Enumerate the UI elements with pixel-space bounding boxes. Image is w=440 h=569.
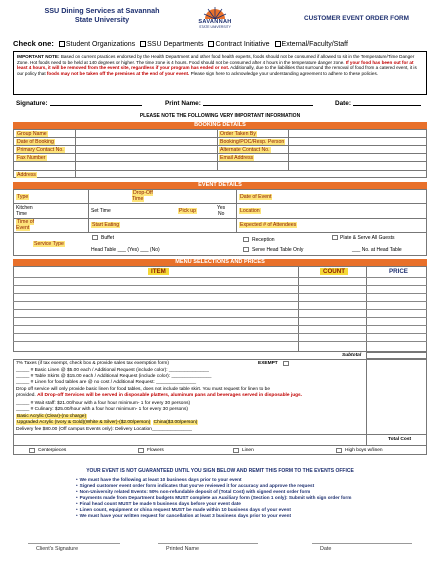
food-table-linen-line: _____ # Linen for food tables are @ no cost / Additional Request: _______________	[16, 380, 197, 385]
pick-up-label: Pick up	[179, 208, 197, 214]
alternate-contact-label: Alternate Contact No.	[220, 147, 270, 153]
form-header	[13, 6, 427, 36]
buffet-label: Buffet	[101, 235, 114, 241]
set-time-label: Set Time	[91, 208, 111, 214]
serve-head-table-label: Serve Head Table Only	[252, 247, 304, 253]
client-signature-label: Client's Signature	[36, 546, 79, 552]
event-details-grid	[13, 189, 427, 256]
buffet-checkbox[interactable]	[92, 235, 98, 240]
option-external-faculty-staff[interactable]: External/Faculty/Staff	[275, 41, 348, 48]
notice-red-1: If your food has been out for at least 4 hours, it will be removed from the event site, regardless if your program has ended or not.	[17, 59, 414, 71]
menu-row[interactable]	[13, 325, 427, 326]
policy-bullet: • Signed customer event order form indicates that you've reviewed it for accuracy and approve the request	[76, 483, 351, 489]
email-address-label: Email Address	[220, 155, 254, 161]
menu-selections-bar: MENU SELECTIONS AND PRICES	[13, 259, 427, 266]
drop-off-note-2: provided. All Drop-off Services will be served in disposable platters, aluminum pans and beverages served in disposable jugs.	[16, 393, 303, 398]
menu-row[interactable]	[13, 333, 427, 334]
no-at-head-table-label: ___ No. at Head Table	[352, 247, 402, 253]
policy-bullet: • Payments made from Department budgets MUST complete an Auxiliary form (Section 1 only): Submit with sign order form	[76, 495, 351, 501]
option-ssu-departments[interactable]: SSU Departments	[140, 41, 203, 48]
exempt-label: EXEMPT	[258, 361, 278, 366]
print-name-field[interactable]: Print Name:	[165, 100, 313, 107]
footer-date-label: Date	[320, 546, 332, 552]
policy-bullet: • We must have your written request for cancellation at least 3 business days prior to your event	[76, 513, 351, 519]
policy-bullet: • Linen count, equipment or china request MUST be made within 10 business days of your event	[76, 507, 351, 513]
org-line-1: SSU Dining Services at Savannah	[44, 6, 160, 15]
linen-label: Linen	[242, 448, 254, 453]
date-of-booking-label: Date of Booking	[17, 139, 54, 145]
high-boys-label: High boys w/linen	[345, 448, 383, 453]
notice-red-2: foods may not be taken off the premises at the end of your event.	[46, 70, 190, 76]
subtotal-label: Subtotal	[342, 353, 362, 358]
flowers-checkbox[interactable]	[138, 448, 144, 453]
centerpieces-label: Centerpieces	[38, 448, 67, 453]
policy-bullet-list	[76, 477, 351, 519]
basic-linen-line: _____ # Basic Linen @ $5.00 each / Additional Request (include color): _______________	[16, 368, 209, 373]
flowers-label: Flowers	[147, 448, 164, 453]
exempt-checkbox[interactable]	[283, 361, 289, 366]
wait-staff-line: _____ # Wait staff: $21.00/hour with a four hour minimum- 1 for every 30 persons)	[16, 401, 191, 406]
option-student-organizations[interactable]: Student Organizations	[59, 41, 135, 48]
expected-attendees-label: Expected # of Attendees	[240, 222, 297, 228]
signature-line[interactable]	[50, 100, 142, 106]
table-skirts-line: _____ # Table Skirts @ $15.00 each / Additional Request (include color): _______________	[16, 374, 212, 379]
linen-checkbox[interactable]	[233, 448, 239, 453]
policy-bullet: • Final head count MUST be made 5 business days before your event date	[76, 501, 351, 507]
date-line[interactable]	[353, 100, 421, 106]
signature-field[interactable]: Signature:	[16, 100, 142, 107]
org-name	[27, 6, 177, 24]
checkbox[interactable]	[140, 41, 146, 47]
policy-bullet: • We must have the following at least 10 business days prior to your event	[76, 477, 351, 483]
important-note-box	[13, 51, 427, 95]
time-of-event-label: Time of Event	[16, 219, 35, 231]
serve-head-table-checkbox[interactable]	[243, 247, 249, 252]
option-contract-initiative[interactable]: Contract Initiative	[208, 41, 269, 48]
upgraded-acrylic-line: Upgraded Acrylic (Ivory & Gold)(White & Silver)-($2.00/person) China($3.00/person)	[17, 420, 198, 425]
booking-poc-label: Booking/POC/Resp. Person	[220, 139, 285, 145]
check-one-row	[13, 39, 427, 48]
type-label: Type	[17, 194, 29, 200]
form-title: CUSTOMER EVENT ORDER FORM	[304, 15, 409, 22]
start-eating-label: Start Eating	[92, 222, 120, 228]
menu-row[interactable]	[13, 277, 427, 278]
notice-text-1: Based on current practices endorsed by the Health Department and other food health experts, foods should not be consumed if allowed to sit in the Temperature/Time Danger Zone. Hot foods need to be held at 140 degrees or higher. The time zone is 4 hours. Food should not be consumed after 4 hours in the temperature danger zone.	[17, 54, 415, 65]
printed-name-line[interactable]	[158, 543, 258, 544]
menu-row[interactable]	[13, 309, 427, 310]
location-label: Location	[240, 208, 260, 214]
policy-bullet: • Non-University related Events: 50% non-refundable deposit of (Total Cost) with signed event order form	[76, 489, 351, 495]
sunburst-logo-icon	[202, 6, 228, 19]
client-signature-line[interactable]	[28, 543, 120, 544]
notice-lead: IMPORTANT NOTE:	[17, 54, 60, 59]
address-label: Address	[17, 172, 37, 178]
delivery-fee-line: Delivery fee $80.00 (Off campus Events only): Delivery Location_______________	[16, 427, 192, 432]
logo-subtitle: STATE UNIVERSITY	[199, 25, 231, 29]
notice-text-2: Additionally, due to the liabilities that surround the removal of food from a catered event, it is our policy that	[17, 65, 417, 76]
footer-date-line[interactable]	[312, 543, 412, 544]
please-note-heading: PLEASE NOTE THE FOLLOWING VERY IMPORTANT INFORMATION	[139, 113, 301, 119]
event-details-bar: EVENT DETAILS	[13, 182, 427, 189]
notice-text-3: Please sign here to acknowledge your understanding agreement to adhere to these policies.	[190, 70, 379, 76]
checkbox[interactable]	[208, 41, 214, 47]
menu-row[interactable]	[13, 301, 427, 302]
drop-off-note-1: Drop off service will only provide basic linen for food tables, does not include table skirt. You must request for linen to be	[16, 387, 271, 392]
fax-number-label: Fax Number	[17, 155, 46, 161]
pick-up-no[interactable]: No	[218, 211, 225, 217]
menu-row[interactable]	[13, 341, 427, 342]
menu-row[interactable]	[13, 285, 427, 286]
drop-off-time-label: Drop-Off Time	[132, 190, 153, 202]
signature-row	[13, 100, 427, 109]
booking-details-bar: BOOKING DETAILS	[13, 122, 427, 129]
menu-row[interactable]	[13, 293, 427, 294]
primary-contact-label: Primary Contact No.	[17, 147, 64, 153]
item-column-header: ITEM	[148, 268, 169, 275]
plate-serve-label: Plate & Serve All Guests	[340, 235, 395, 241]
checkbox[interactable]	[59, 41, 65, 47]
plate-serve-checkbox[interactable]	[332, 235, 338, 240]
head-table-label: Head Table ___ (Yes) ___ (No)	[91, 247, 160, 253]
check-one-label: Check one:	[13, 39, 54, 48]
university-logo	[191, 6, 239, 34]
count-column-header: COUNT	[320, 268, 348, 275]
reception-label: Reception	[252, 237, 275, 243]
price-column-header: PRICE	[389, 268, 408, 275]
taxes-line: 7% Taxes (if tax exempt, check box & provide sales tax exemption form)	[16, 361, 169, 366]
service-type-label: Service Type	[34, 241, 64, 247]
date-of-event-label: Date of Event	[240, 194, 272, 200]
subtotal-box[interactable]	[366, 352, 427, 359]
logo-name: SAVANNAH	[198, 19, 232, 25]
centerpieces-checkbox[interactable]	[29, 448, 35, 453]
org-line-2: State University	[74, 15, 130, 24]
culinary-line: _____ # Culinary: $25.00/hour with a four hour minimum- 1 for every 30 persons)	[16, 407, 188, 412]
date-field[interactable]: Date:	[335, 100, 421, 107]
high-boys-checkbox[interactable]	[336, 448, 342, 453]
print-name-line[interactable]	[203, 100, 313, 106]
group-name-label: Group Name	[17, 131, 47, 137]
pick-up-yes[interactable]: Yes	[217, 205, 226, 211]
order-taken-by-label: Order Taken By	[220, 131, 256, 137]
basic-acrylic-line: Basic Acrylic (Clear)-(no charge)	[17, 414, 87, 419]
reception-checkbox[interactable]	[243, 237, 249, 242]
total-cost-label: Total Cost	[388, 437, 412, 442]
checkbox[interactable]	[275, 41, 281, 47]
menu-row[interactable]	[13, 317, 427, 318]
guarantee-disclaimer: YOUR EVENT IS NOT GUARANTEED UNTIL YOU SIGN BELOW AND REMIT THIS FORM TO THE EVENTS OFFICE	[86, 468, 354, 474]
kitchen-time-label: Kitchen Time	[16, 205, 33, 217]
printed-name-label: Printed Name	[166, 546, 199, 552]
